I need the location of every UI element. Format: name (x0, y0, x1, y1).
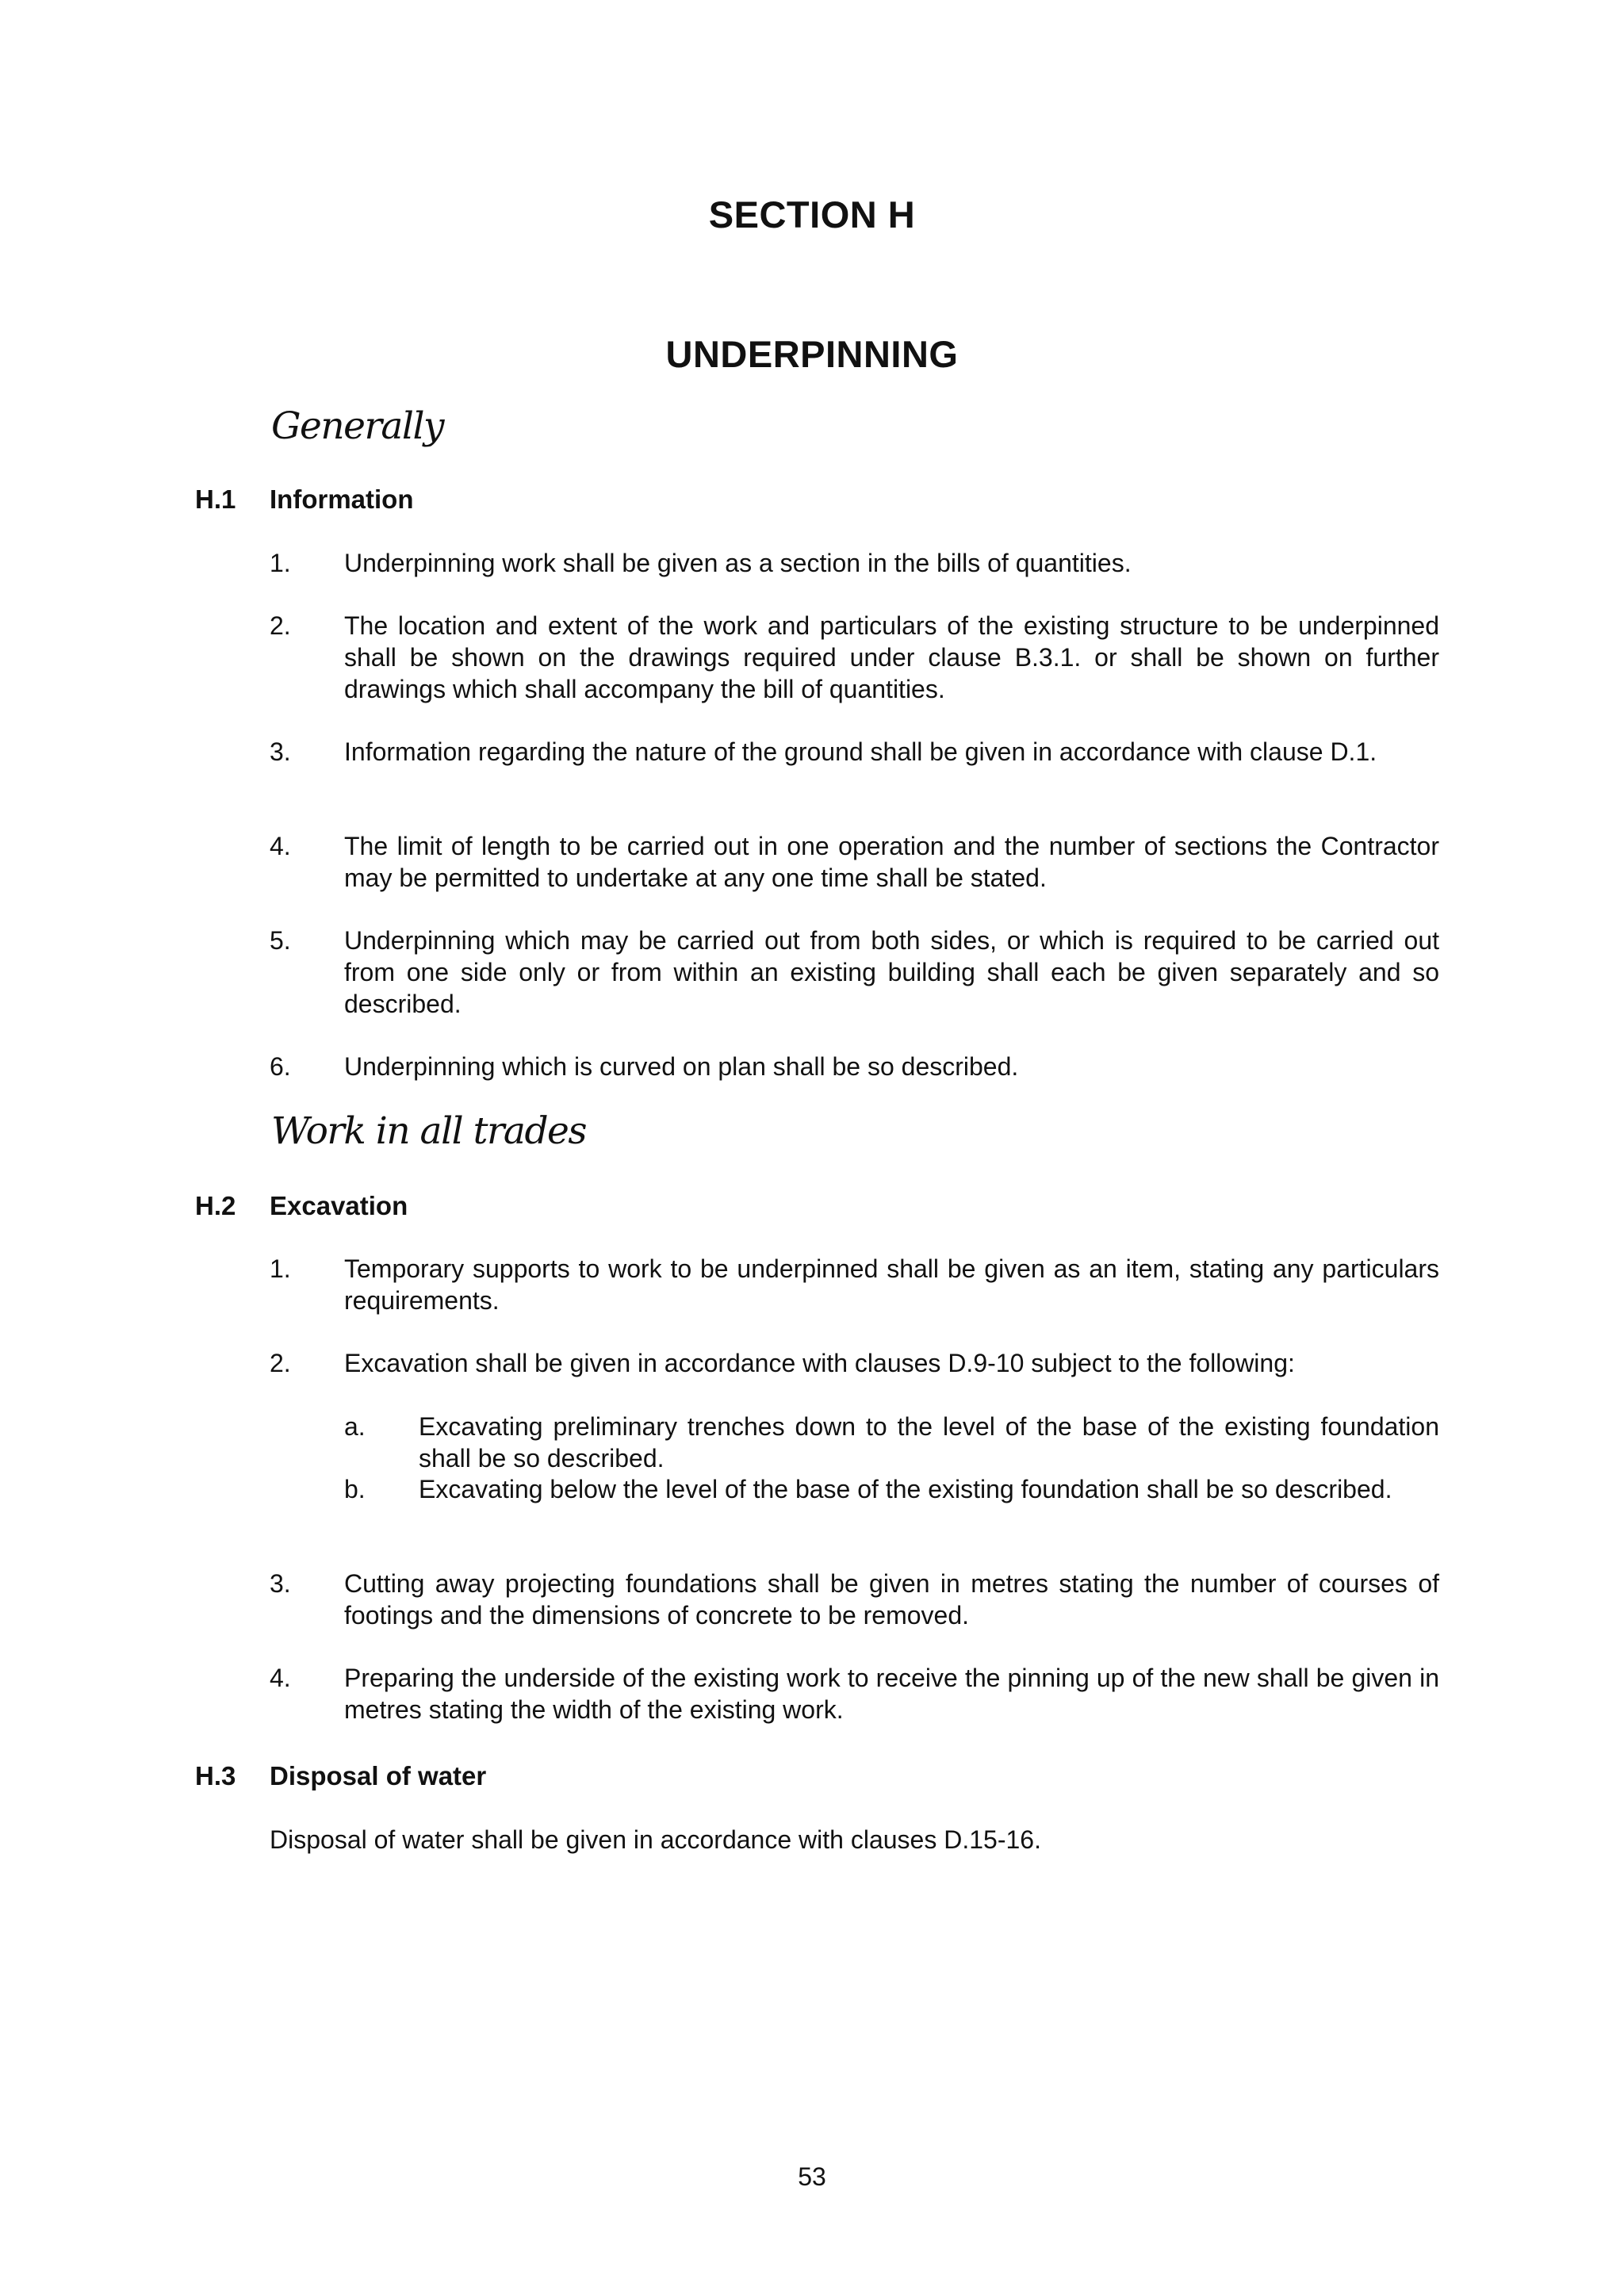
item-number: 1. (270, 549, 291, 577)
item-text: Underpinning which may be carried out from both sides, or which is required to be carried out from one side only or from within an existing building shall each be given separately and so described. (344, 926, 1439, 1018)
list-item (270, 830, 1439, 894)
list-item (270, 925, 1439, 1020)
list-item (270, 1662, 1439, 1725)
item-number: 1. (270, 1254, 291, 1283)
item-text: Temporary supports to work to be underpinned shall be given as an item, stating any particulars requirements. (344, 1254, 1439, 1315)
list-item (270, 610, 1439, 705)
item-number: 2. (270, 1349, 291, 1377)
subitem-letter: a. (344, 1412, 366, 1441)
clause-title: Disposal of water (270, 1761, 487, 1790)
subheading-work-in-all-trades: Work in all trades (271, 1109, 586, 1153)
clause-number: H.2 (195, 1191, 236, 1220)
clause-paragraph: Disposal of water shall be given in accordance with clauses D.15-16. (270, 1825, 1041, 1854)
list-item (270, 1347, 1439, 1379)
clause-title: Information (270, 484, 414, 514)
item-text: The limit of length to be carried out in one operation and the number of sections the Contractor may be permitted to undertake at any one time shall be stated. (344, 832, 1439, 892)
clause-title: Excavation (270, 1191, 408, 1220)
item-number: 2. (270, 611, 291, 640)
item-number: 4. (270, 1664, 291, 1692)
item-number: 4. (270, 832, 291, 860)
section-title: UNDERPINNING (665, 333, 959, 375)
list-item (270, 1568, 1439, 1631)
subitem-text: Excavating preliminary trenches down to the level of the base of the existing foundation shall be so described. (419, 1412, 1439, 1473)
item-number: 3. (270, 737, 291, 766)
clause-number: H.1 (195, 484, 236, 514)
sub-list-item (344, 1411, 1439, 1474)
sub-list-item (344, 1473, 1439, 1505)
item-text: Excavation shall be given in accordance with clauses D.9-10 subject to the following: (344, 1349, 1295, 1377)
item-text: Information regarding the nature of the ground shall be given in accordance with clause D.1. (344, 737, 1377, 766)
subitem-letter: b. (344, 1475, 366, 1503)
subheading-generally: Generally (271, 404, 444, 448)
list-item (270, 1253, 1439, 1316)
list-item (270, 547, 1439, 579)
page-number: 53 (798, 2162, 826, 2191)
item-number: 5. (270, 926, 291, 955)
item-text: Cutting away projecting foundations shall be given in metres stating the number of courses of footings and the dimensions of concrete to be removed. (344, 1569, 1439, 1630)
item-text: Preparing the underside of the existing work to receive the pinning up of the new shall be given in metres stating the width of the existing work. (344, 1664, 1439, 1724)
list-item (270, 1051, 1439, 1082)
item-number: 6. (270, 1052, 291, 1081)
item-text: Underpinning work shall be given as a section in the bills of quantities. (344, 549, 1132, 577)
clause-number: H.3 (195, 1761, 236, 1790)
section-label: SECTION H (708, 193, 916, 236)
subitem-text: Excavating below the level of the base of the existing foundation shall be so described. (419, 1475, 1392, 1503)
item-number: 3. (270, 1569, 291, 1598)
item-text: Underpinning which is curved on plan shall be so described. (344, 1052, 1019, 1081)
list-item (270, 736, 1439, 768)
item-text: The location and extent of the work and particulars of the existing structure to be underpinned shall be shown on the drawings required under clause B.3.1. or shall be shown on further drawings which shall accompany the bill of quantities. (344, 611, 1439, 703)
